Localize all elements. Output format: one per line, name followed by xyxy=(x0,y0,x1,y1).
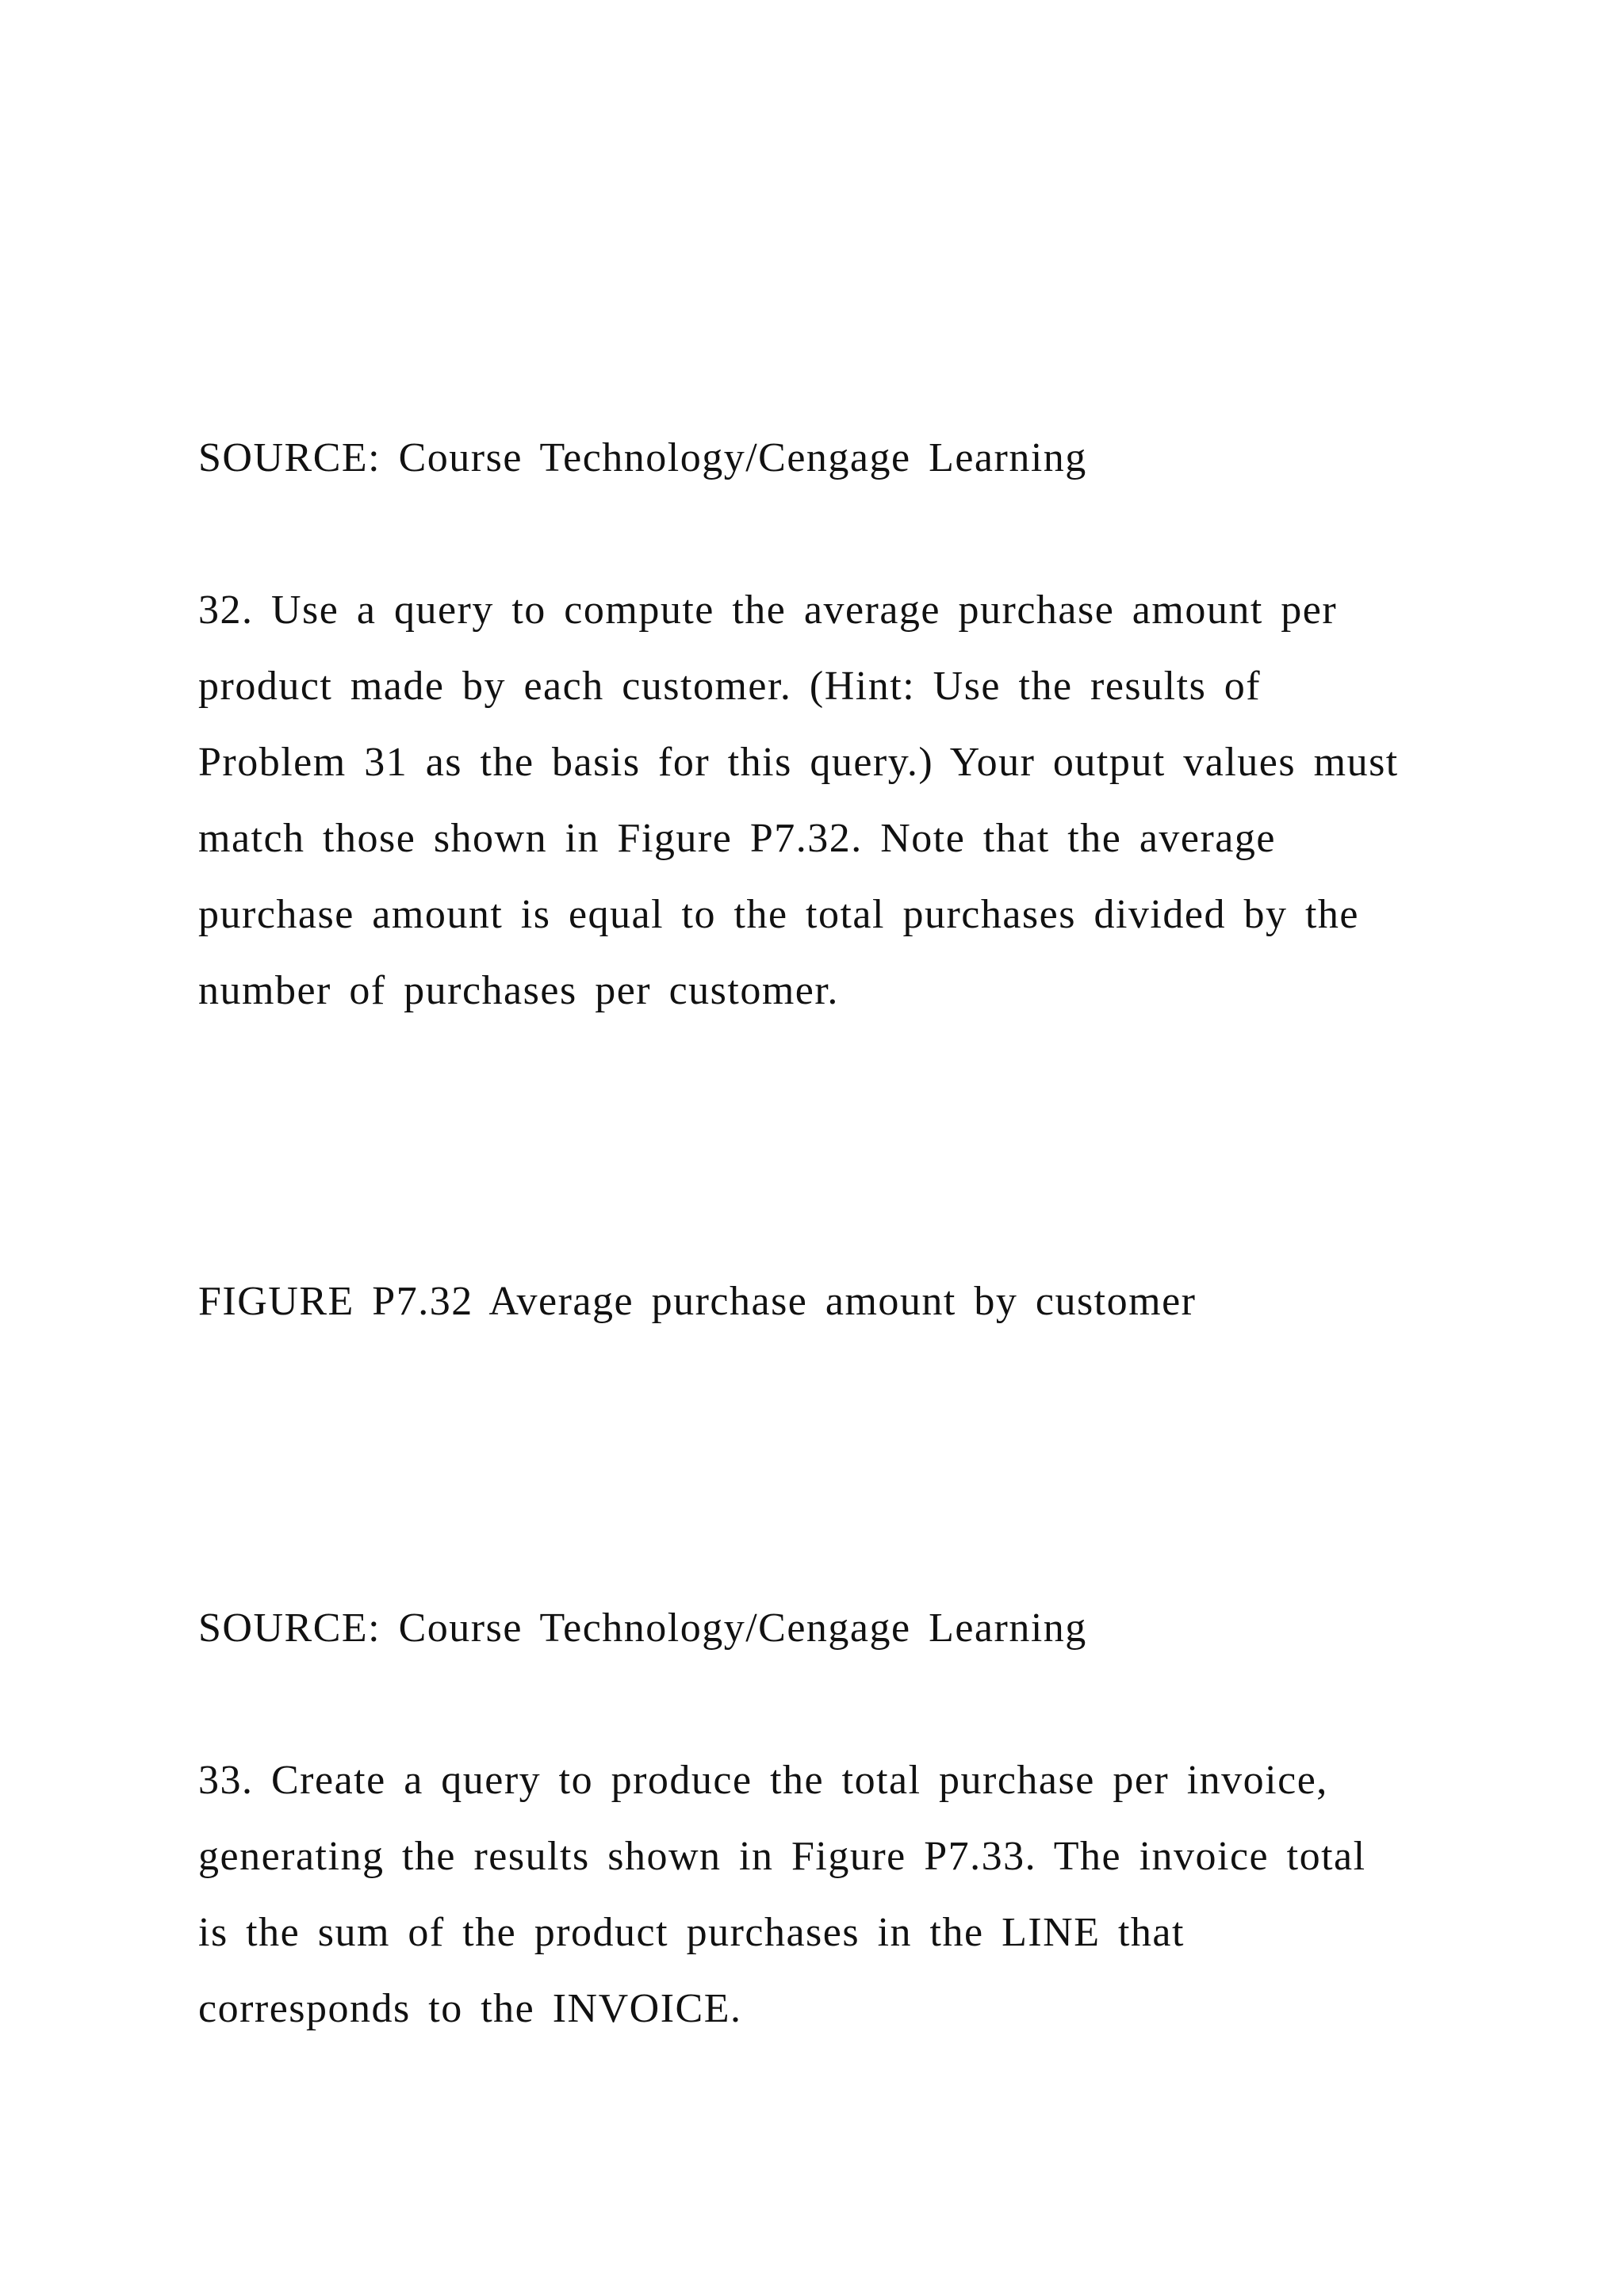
problem-32-paragraph xyxy=(198,572,1507,1029)
caption-line: FIGURE P7.32 Average purchase amount by customer xyxy=(198,1279,1197,1324)
paragraph-line: corresponds to the INVOICE. xyxy=(198,1986,742,2031)
paragraph-line: 33. Create a query to produce the total purchase per invoice, xyxy=(198,1758,1328,1803)
paragraph-line: match those shown in Figure P7.32. Note that the average xyxy=(198,816,1276,861)
paragraph-line: 32. Use a query to compute the average purchase amount per xyxy=(198,587,1338,633)
paragraph-line: is the sum of the product purchases in the LINE that xyxy=(198,1910,1185,1955)
paragraph-line: generating the results shown in Figure P7.33. The invoice total xyxy=(198,1834,1366,1879)
paragraph-line: Problem 31 as the basis for this query.) Your output values must xyxy=(198,740,1399,785)
problem-33-paragraph xyxy=(198,1743,1507,2047)
figure-caption xyxy=(198,1264,1507,1340)
source-credit xyxy=(198,1590,1507,1667)
paragraph-line: number of purchases per customer. xyxy=(198,968,839,1013)
source-line: SOURCE: Course Technology/Cengage Learning xyxy=(198,1605,1087,1651)
source-line: SOURCE: Course Technology/Cengage Learning xyxy=(198,435,1087,480)
paragraph-line: product made by each customer. (Hint: Use the results of xyxy=(198,664,1262,709)
paragraph-line: purchase amount is equal to the total purchases divided by the xyxy=(198,892,1359,937)
source-credit xyxy=(198,420,1507,496)
